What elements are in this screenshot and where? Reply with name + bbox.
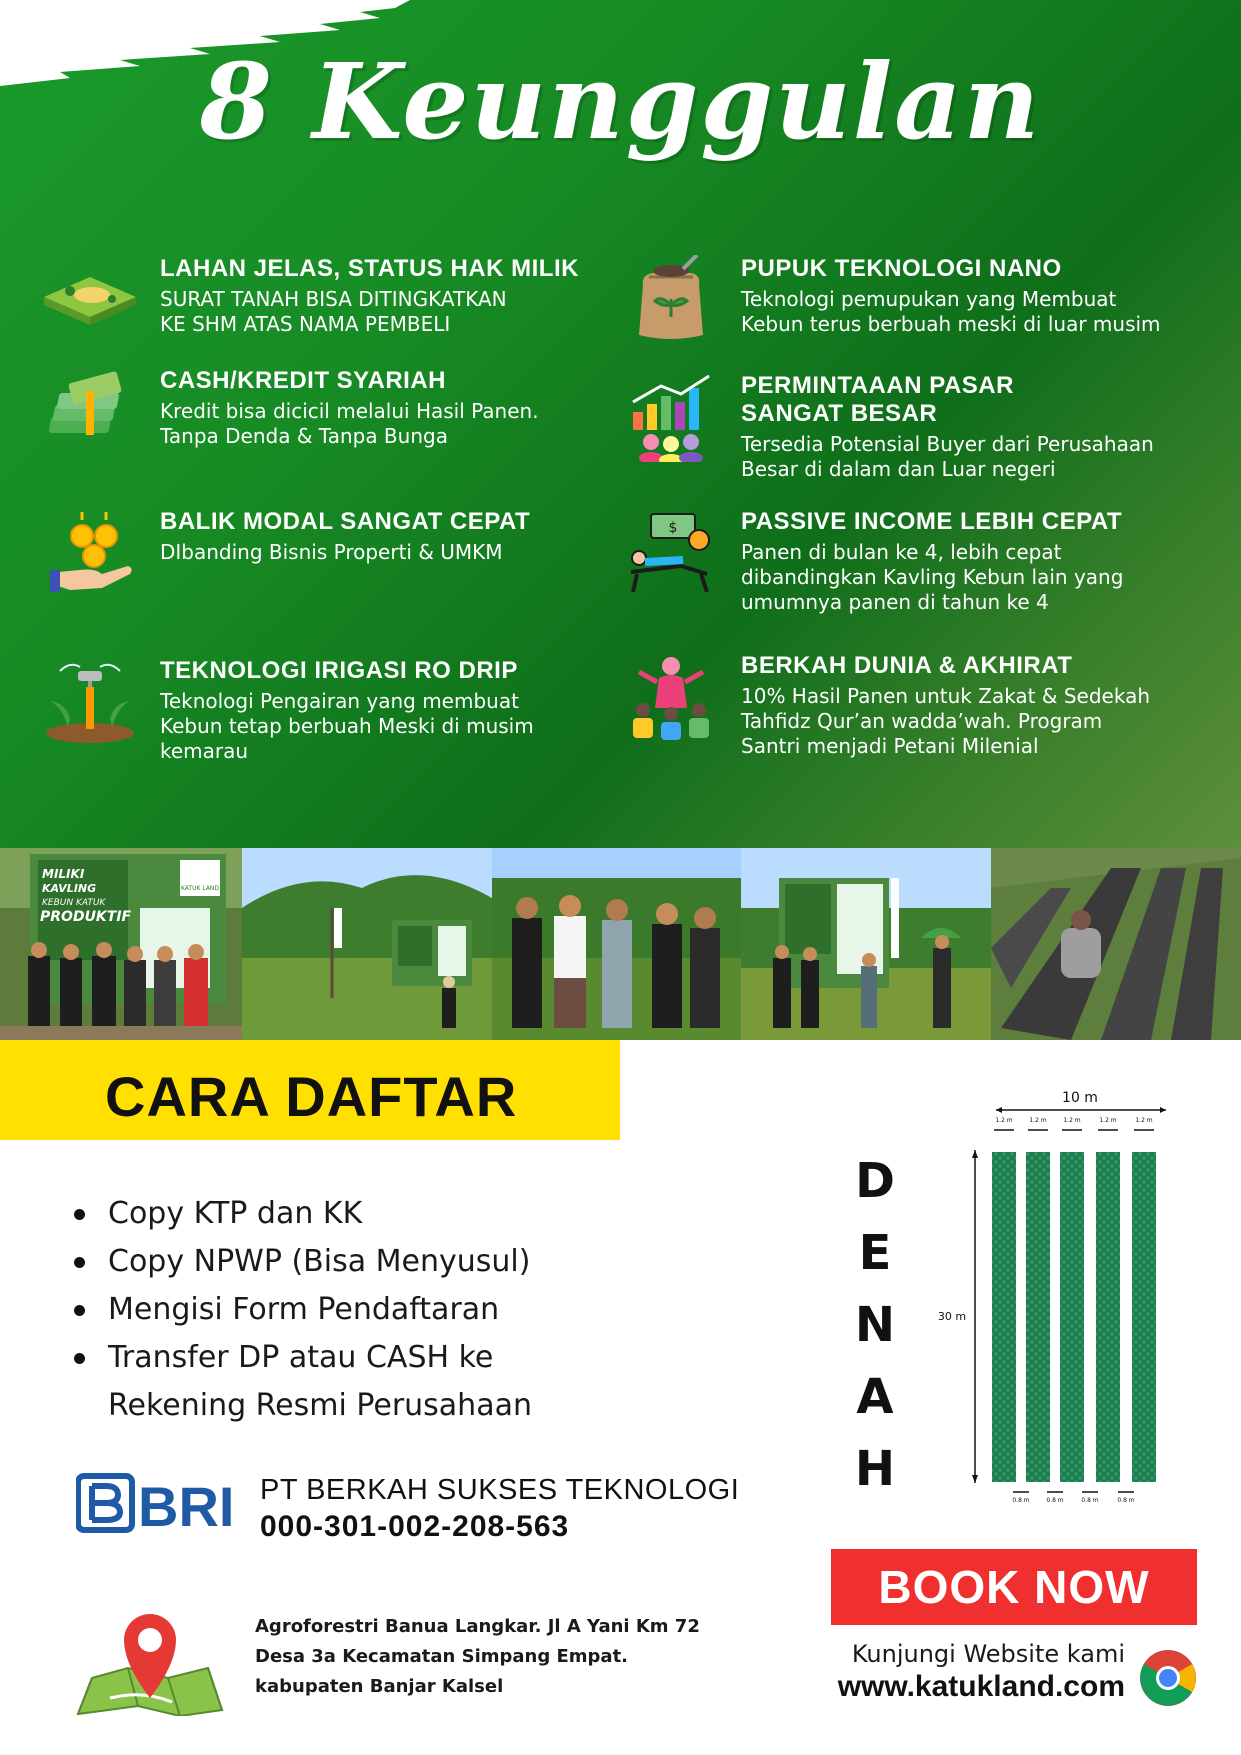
- planting-row: [1132, 1152, 1156, 1482]
- feature-desc: Teknologi pemupukan yang Membuat Kebun terus berbuah meski di luar musim: [741, 287, 1161, 336]
- land-plot-icon: [40, 255, 140, 345]
- denah-title: [850, 1145, 900, 1505]
- logo-text: KATUK LAND: [180, 885, 220, 892]
- sign-text: KAVLING: [42, 882, 97, 895]
- address-line: Agroforestri Banua Langkar. Jl A Yani Km 72: [255, 1616, 700, 1637]
- gap-width-label: 0.8 m: [1012, 1497, 1030, 1504]
- denah-letter: H: [854, 1441, 896, 1497]
- feature-desc: DIbanding Bisnis Properti & UMKM: [160, 540, 503, 564]
- address-line: Desa 3a Kecamatan Simpang Empat.: [255, 1646, 629, 1667]
- feature-desc: Panen di bulan ke 4, lebih cepat dibandingkan Kavling Kebun lain yang umumnya panen di tahun ke 4: [741, 540, 1124, 614]
- feature-desc: Kredit bisa dicicil melalui Hasil Panen. Tanpa Denda & Tanpa Bunga: [160, 399, 539, 448]
- feature-desc: SURAT TANAH BISA DITINGKATKAN KE SHM ATAS NAMA PEMBELI: [160, 287, 507, 336]
- page-title: 8 Keunggulan: [199, 40, 1042, 163]
- row-width-label: 1.2 m: [995, 1117, 1013, 1124]
- list-item: Transfer DP atau CASH ke: [72, 1334, 692, 1382]
- feature-title: BALIK MODAL SANGAT CEPAT: [160, 508, 531, 535]
- bullet-icon: [74, 1353, 85, 1364]
- cara-daftar-title: CARA DAFTAR: [105, 1065, 518, 1128]
- feature-title: TEKNOLOGI IRIGASI RO DRIP: [160, 657, 518, 684]
- row-width-label: 1.2 m: [1029, 1117, 1047, 1124]
- list-item: Mengisi Form Pendaftaran: [72, 1286, 692, 1334]
- chrome-icon: [1138, 1648, 1198, 1708]
- book-now-button[interactable]: BOOK NOW: [831, 1549, 1197, 1625]
- cara-daftar-banner: [0, 1040, 620, 1140]
- denah-letter: D: [855, 1153, 895, 1209]
- website-link[interactable]: www.katukland.com: [837, 1670, 1125, 1703]
- market-growth-icon: [621, 372, 721, 462]
- feature-desc: Teknologi Pengairan yang membuat Kebun tetap berbuah Meski di musim kemarau: [160, 689, 534, 763]
- photo-strip: [0, 848, 1241, 1040]
- denah-letter: N: [854, 1297, 896, 1353]
- coins-hand-icon: [40, 508, 140, 598]
- row-width-label: 1.2 m: [1063, 1117, 1081, 1124]
- feature-desc: Tersedia Potensial Buyer dari Perusahaan Besar di dalam dan Luar negeri: [741, 432, 1154, 481]
- gap-width-label: 0.8 m: [1117, 1497, 1135, 1504]
- bullet-icon: [74, 1209, 85, 1220]
- sign-text: KEBUN KATUK: [42, 898, 106, 908]
- planting-row: [1060, 1152, 1084, 1482]
- photo-group-portrait: [492, 848, 741, 1040]
- planting-row: [1096, 1152, 1120, 1482]
- list-item: Copy KTP dan KK: [72, 1190, 692, 1238]
- map-pin-icon: [72, 1606, 228, 1716]
- sign-text: PRODUKTIF: [40, 909, 132, 925]
- photo-planting-rows: [991, 848, 1241, 1040]
- registration-steps: [72, 1190, 692, 1430]
- bullet-icon: [74, 1257, 85, 1268]
- denah-letter: A: [856, 1369, 894, 1425]
- feature-title: LAHAN JELAS, STATUS HAK MILIK: [160, 255, 579, 282]
- length-label: 30 m: [937, 1310, 967, 1323]
- plot-layout-diagram: [930, 1088, 1175, 1508]
- hero-section: [0, 0, 1241, 848]
- visit-website-label: Kunjungi Website kami: [851, 1640, 1125, 1668]
- feature-desc: 10% Hasil Panen untuk Zakat & Sedekah Tahfidz Qur’an wadda’wah. Program Santri menjadi Petani Milenial: [741, 684, 1150, 758]
- gap-width-label: 0.8 m: [1081, 1497, 1099, 1504]
- address: [255, 1612, 715, 1702]
- address-line: kabupaten Banjar Kalsel: [255, 1676, 504, 1697]
- feature-title: PERMINTAAAN PASAR SANGAT BESAR: [741, 372, 1014, 427]
- community-icon: [621, 652, 721, 742]
- passive-income-icon: [621, 508, 721, 598]
- planting-row: [992, 1152, 1016, 1482]
- feature-title: PUPUK TEKNOLOGI NANO: [741, 255, 1062, 282]
- feature-title: CASH/KREDIT SYARIAH: [160, 367, 446, 394]
- gap-width-label: 0.8 m: [1046, 1497, 1064, 1504]
- bri-logo-text: BRI: [138, 1475, 235, 1534]
- planting-row: [1026, 1152, 1050, 1482]
- photo-group-billboard: [0, 848, 242, 1040]
- photo-field-sign: [242, 848, 492, 1040]
- width-label: 10 m: [1062, 1090, 1098, 1106]
- bank-account-name: PT BERKAH SUKSES TEKNOLOGI: [260, 1474, 740, 1506]
- svg-text:$: $: [668, 520, 678, 536]
- bri-logo: [76, 1472, 241, 1534]
- row-width-label: 1.2 m: [1135, 1117, 1153, 1124]
- photo-billboard-visit: [741, 848, 991, 1040]
- row-width-label: 1.2 m: [1099, 1117, 1117, 1124]
- bank-account-number: 000-301-002-208-563: [260, 1510, 570, 1543]
- feature-title: BERKAH DUNIA & AKHIRAT: [741, 652, 1073, 679]
- list-item: Copy NPWP (Bisa Menyusul): [72, 1238, 692, 1286]
- feature-title: PASSIVE INCOME LEBIH CEPAT: [741, 508, 1123, 535]
- list-item-continuation: Rekening Resmi Perusahaan: [108, 1388, 532, 1423]
- bullet-icon: [74, 1305, 85, 1316]
- irrigation-icon: [40, 657, 140, 747]
- money-stack-icon: [40, 367, 140, 457]
- fertilizer-sack-icon: [621, 255, 721, 345]
- denah-letter: E: [858, 1225, 892, 1281]
- sign-text: MILIKI: [42, 867, 85, 881]
